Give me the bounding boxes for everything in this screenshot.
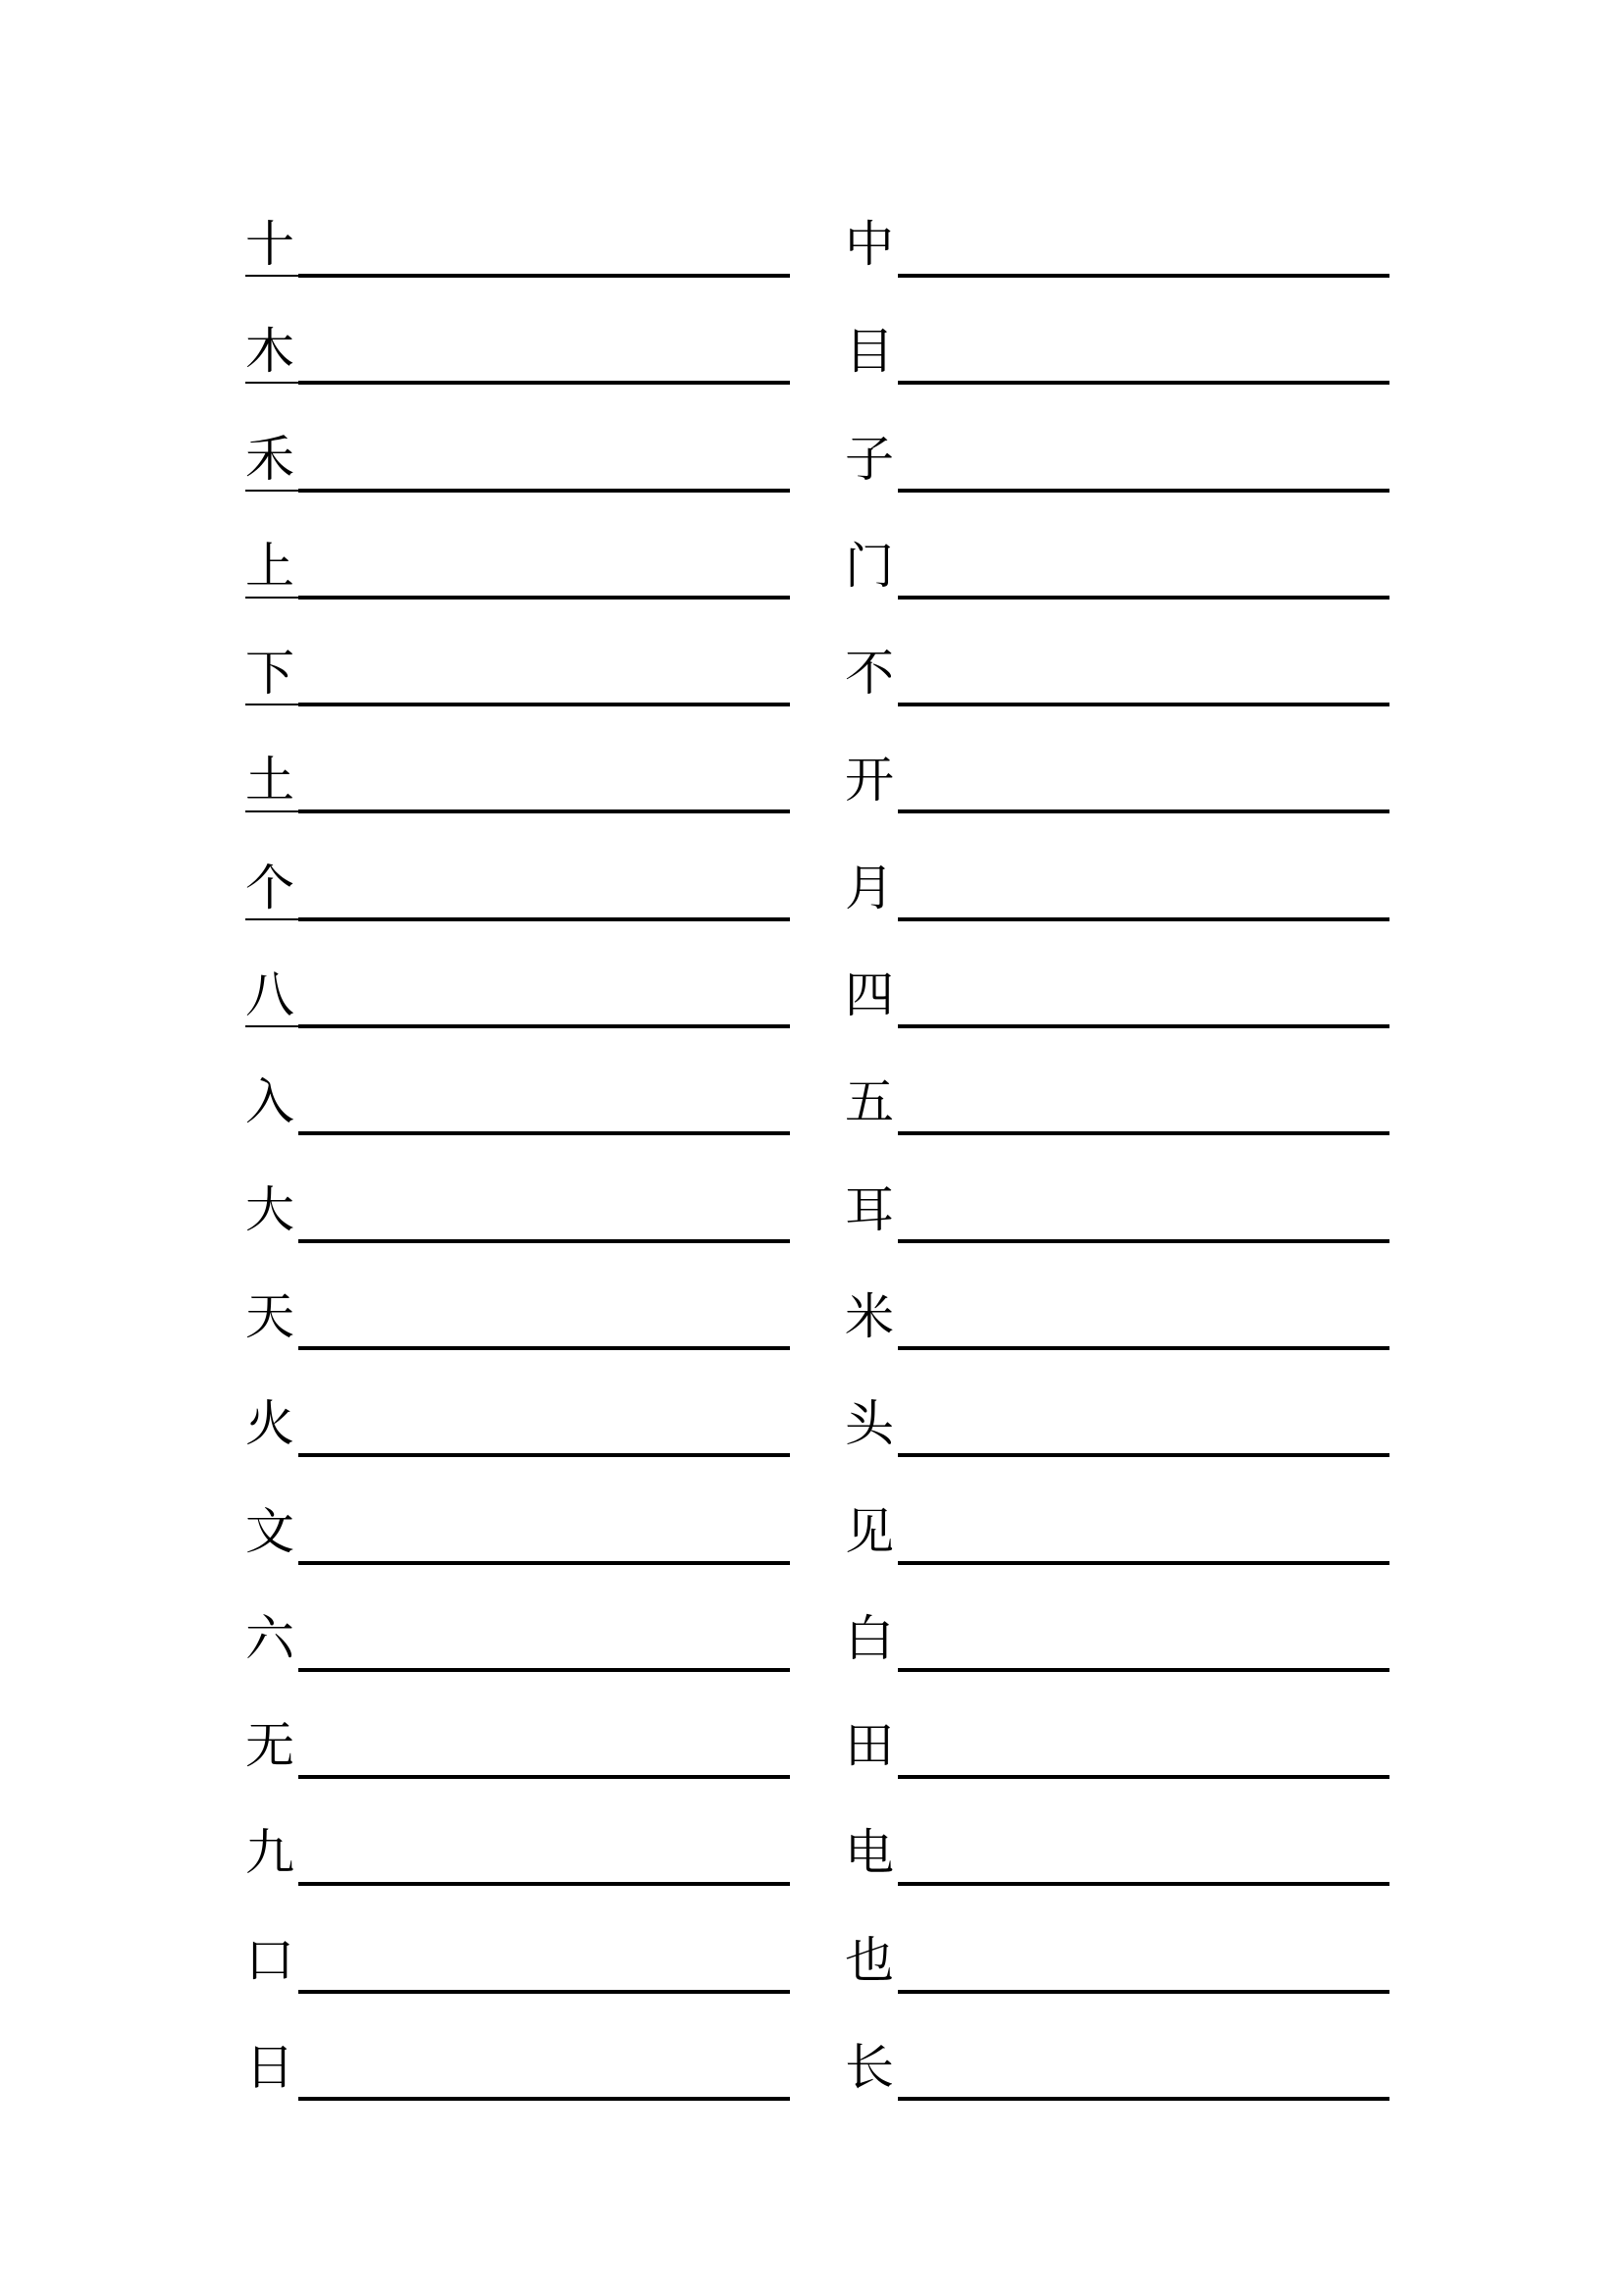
answer-line[interactable] <box>898 1561 1389 1565</box>
character-prompt: 开 <box>845 752 894 809</box>
answer-line[interactable] <box>298 1561 790 1565</box>
answer-line[interactable] <box>898 1453 1389 1457</box>
worksheet-entry <box>245 638 790 745</box>
answer-line[interactable] <box>898 1131 1389 1135</box>
worksheet-entry <box>845 745 1389 852</box>
worksheet-entry <box>245 316 790 423</box>
character-underline <box>245 810 298 812</box>
worksheet-entry <box>245 1174 790 1281</box>
answer-line[interactable] <box>298 1453 790 1457</box>
character-prompt: 耳 <box>845 1180 894 1238</box>
character-prompt: 四 <box>845 966 894 1024</box>
worksheet-entry <box>245 745 790 852</box>
character-prompt: 无 <box>245 1717 294 1775</box>
worksheet-entry <box>845 1067 1389 1174</box>
worksheet-entry <box>245 1925 790 2032</box>
worksheet-entry <box>245 2032 790 2139</box>
character-underline <box>245 704 298 705</box>
answer-line[interactable] <box>298 1882 790 1886</box>
character-prompt: 八 <box>245 966 294 1024</box>
answer-line[interactable] <box>898 1668 1389 1672</box>
character-prompt: 日 <box>245 2039 294 2097</box>
character-prompt: 田 <box>845 1717 894 1775</box>
answer-line[interactable] <box>298 1346 790 1350</box>
worksheet-entry <box>245 1281 790 1388</box>
character-prompt: 门 <box>845 537 894 595</box>
answer-line[interactable] <box>298 489 790 493</box>
character-underline <box>245 1025 298 1027</box>
worksheet-entry <box>845 1496 1389 1603</box>
answer-line[interactable] <box>298 1775 790 1779</box>
character-prompt: 禾 <box>245 430 294 488</box>
worksheet-entry <box>245 960 790 1067</box>
answer-line[interactable] <box>298 917 790 921</box>
worksheet-entry <box>845 316 1389 423</box>
worksheet-entry <box>245 1067 790 1174</box>
answer-line[interactable] <box>298 596 790 600</box>
worksheet-entry <box>845 1603 1389 1710</box>
answer-line[interactable] <box>898 809 1389 813</box>
character-prompt: 木 <box>245 323 294 381</box>
answer-line[interactable] <box>298 274 790 278</box>
worksheet-entry <box>245 853 790 960</box>
character-prompt: 也 <box>845 1931 894 1989</box>
character-prompt: 上 <box>245 537 294 595</box>
worksheet-entry <box>245 531 790 638</box>
character-prompt: 口 <box>245 1931 294 1989</box>
worksheet-entry <box>245 1817 790 1924</box>
character-prompt: 六 <box>245 1609 294 1667</box>
answer-line[interactable] <box>898 1024 1389 1028</box>
character-prompt: 白 <box>845 1609 894 1667</box>
character-underline <box>245 597 298 599</box>
character-prompt: 不 <box>845 645 894 703</box>
character-prompt: 十 <box>245 216 294 273</box>
character-prompt: 电 <box>845 1824 894 1882</box>
answer-line[interactable] <box>898 274 1389 278</box>
character-prompt: 月 <box>845 859 894 916</box>
answer-line[interactable] <box>298 381 790 385</box>
left-column <box>245 209 790 2139</box>
answer-line[interactable] <box>898 2097 1389 2101</box>
answer-line[interactable] <box>298 1131 790 1135</box>
character-prompt: 米 <box>845 1287 894 1345</box>
character-underline <box>245 490 298 492</box>
answer-line[interactable] <box>898 1346 1389 1350</box>
answer-line[interactable] <box>298 1668 790 1672</box>
right-column <box>845 209 1389 2139</box>
character-prompt: 见 <box>845 1502 894 1560</box>
worksheet-entry <box>845 1817 1389 1924</box>
character-prompt: 中 <box>845 216 894 273</box>
character-prompt: 长 <box>845 2039 894 2097</box>
worksheet-entry <box>845 1925 1389 2032</box>
character-prompt: 入 <box>245 1073 294 1131</box>
worksheet-entry <box>845 531 1389 638</box>
worksheet-entry <box>845 1174 1389 1281</box>
answer-line[interactable] <box>898 1990 1389 1994</box>
character-underline <box>245 382 298 384</box>
worksheet-entry <box>245 1603 790 1710</box>
answer-line[interactable] <box>898 489 1389 493</box>
worksheet-entry <box>245 1496 790 1603</box>
answer-line[interactable] <box>898 1775 1389 1779</box>
worksheet-entry <box>845 1388 1389 1495</box>
answer-line[interactable] <box>898 596 1389 600</box>
character-prompt: 大 <box>245 1180 294 1238</box>
answer-line[interactable] <box>898 381 1389 385</box>
character-prompt: 目 <box>845 323 894 381</box>
answer-line[interactable] <box>298 1239 790 1243</box>
worksheet-entry <box>845 209 1389 316</box>
character-prompt: 文 <box>245 1502 294 1560</box>
answer-line[interactable] <box>298 1990 790 1994</box>
worksheet-entry <box>845 960 1389 1067</box>
answer-line[interactable] <box>898 703 1389 706</box>
worksheet-entry <box>845 1710 1389 1817</box>
worksheet-entry <box>245 424 790 531</box>
answer-line[interactable] <box>298 809 790 813</box>
character-prompt: 天 <box>245 1287 294 1345</box>
answer-line[interactable] <box>898 1882 1389 1886</box>
answer-line[interactable] <box>298 1024 790 1028</box>
character-prompt: 土 <box>245 752 294 809</box>
answer-line[interactable] <box>298 703 790 706</box>
worksheet-entry <box>845 853 1389 960</box>
worksheet-entry <box>845 2032 1389 2139</box>
worksheet-entry <box>845 1281 1389 1388</box>
character-prompt: 五 <box>845 1073 894 1131</box>
answer-line[interactable] <box>898 917 1389 921</box>
character-prompt: 子 <box>845 430 894 488</box>
answer-line[interactable] <box>898 1239 1389 1243</box>
character-underline <box>245 275 298 277</box>
worksheet-entry <box>845 424 1389 531</box>
character-prompt: 个 <box>245 859 294 916</box>
worksheet-entry <box>845 638 1389 745</box>
worksheet-entry <box>245 1710 790 1817</box>
worksheet-entry <box>245 209 790 316</box>
character-prompt: 头 <box>845 1395 894 1453</box>
character-prompt: 下 <box>245 645 294 703</box>
character-underline <box>245 918 298 920</box>
answer-line[interactable] <box>298 2097 790 2101</box>
worksheet-entry <box>245 1388 790 1495</box>
character-prompt: 火 <box>245 1395 294 1453</box>
character-prompt: 九 <box>245 1824 294 1882</box>
